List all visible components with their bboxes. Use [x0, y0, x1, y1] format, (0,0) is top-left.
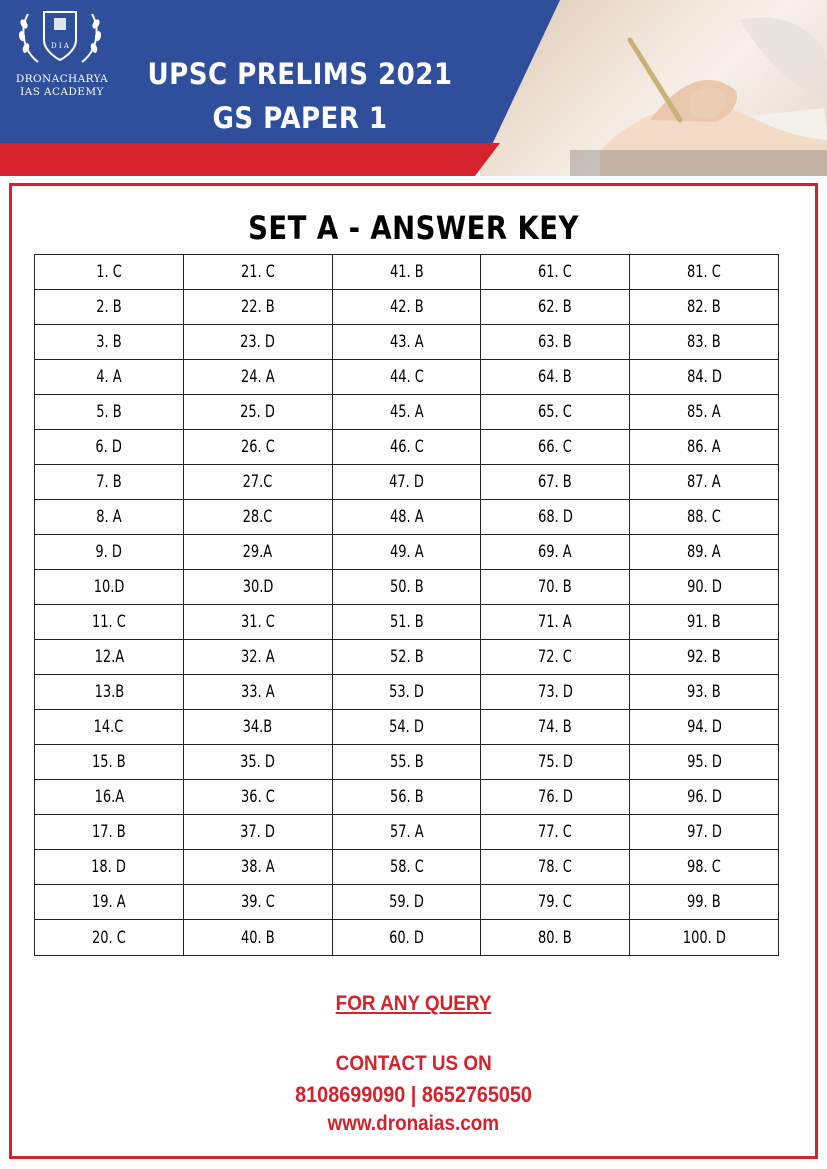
table-row [35, 465, 779, 500]
answer-cell [481, 710, 630, 745]
answer-text: 93. B [687, 682, 721, 702]
answer-text: 2. B [96, 297, 122, 317]
answer-text: 28.C [242, 507, 273, 527]
answer-cell [481, 465, 630, 500]
answer-cell [35, 675, 184, 710]
table-row [35, 885, 779, 920]
answer-cell [35, 780, 184, 815]
answer-cell [183, 325, 332, 360]
answer-cell [183, 360, 332, 395]
answer-text: 86. A [687, 437, 721, 457]
answer-text: 7. B [96, 472, 122, 492]
answer-text: 54. D [389, 717, 424, 737]
answer-text: 25. D [240, 402, 276, 422]
table-row [35, 640, 779, 675]
table-row [35, 570, 779, 605]
answer-cell [481, 780, 630, 815]
answer-cell [332, 500, 481, 535]
answer-cell [630, 780, 779, 815]
answer-cell [35, 395, 184, 430]
answer-text: 82. B [687, 297, 721, 317]
answer-cell [481, 430, 630, 465]
answer-text: 90. D [686, 577, 722, 597]
answer-cell [481, 570, 630, 605]
answer-cell [332, 780, 481, 815]
answer-cell [481, 395, 630, 430]
answer-text: 16.A [94, 787, 124, 807]
answer-text: 84. D [686, 367, 722, 387]
answer-cell [332, 255, 481, 290]
answer-text: 47. D [389, 472, 424, 492]
table-row [35, 605, 779, 640]
answer-cell [35, 745, 184, 780]
answer-cell [481, 850, 630, 885]
query-label [12, 992, 815, 1016]
answer-cell [332, 570, 481, 605]
answer-text: 49. A [389, 542, 424, 562]
answer-text: 21. C [240, 262, 275, 282]
answer-cell [35, 710, 184, 745]
answer-cell [630, 395, 779, 430]
table-row [35, 745, 779, 780]
exam-title: UPSC PRELIMS 2021 [147, 57, 453, 91]
answer-text: 6. D [95, 437, 123, 457]
answer-cell [630, 360, 779, 395]
answer-cell [183, 290, 332, 325]
answer-text: 12.A [94, 647, 124, 667]
answer-cell [183, 500, 332, 535]
answer-cell [35, 815, 184, 850]
answer-cell [332, 395, 481, 430]
answer-cell [481, 360, 630, 395]
answer-text: 95. D [686, 752, 722, 772]
answer-text: 85. A [687, 402, 721, 422]
answer-cell [183, 570, 332, 605]
answer-text: 58. C [389, 857, 424, 877]
answer-text: 99. B [687, 892, 721, 912]
answer-text: 27.C [242, 472, 273, 492]
answer-text: 81. C [687, 262, 721, 282]
answer-text: 50. B [389, 577, 424, 597]
answer-cell [35, 850, 184, 885]
answer-text: 33. A [240, 682, 275, 702]
answer-text: 57. A [389, 822, 424, 842]
answer-text: 40. B [240, 927, 275, 948]
table-row [35, 780, 779, 815]
answer-cell [630, 920, 779, 956]
answer-key-title: SET A - ANSWER KEY [248, 209, 579, 247]
answer-cell [481, 500, 630, 535]
answer-cell [332, 675, 481, 710]
answer-cell [332, 710, 481, 745]
answer-cell [481, 920, 630, 956]
answer-cell [630, 675, 779, 710]
table-row [35, 500, 779, 535]
answer-text: 38. A [240, 857, 275, 877]
answer-text: 4. A [96, 367, 122, 387]
answer-text: 78. C [538, 857, 573, 877]
answer-text: 30.D [242, 577, 274, 597]
answer-text: 24. A [240, 367, 275, 387]
answer-text: 42. B [389, 297, 424, 317]
answer-text: 52. B [389, 647, 424, 667]
answer-cell [332, 325, 481, 360]
answer-text: 59. D [389, 892, 424, 912]
phone-numbers [12, 1082, 815, 1108]
answer-text: 96. D [686, 787, 722, 807]
answer-text: 43. A [389, 332, 424, 352]
answer-text: 67. B [538, 472, 573, 492]
answer-cell [630, 710, 779, 745]
answer-cell [481, 885, 630, 920]
answer-text: 56. B [389, 787, 424, 807]
answer-text: 77. C [538, 822, 573, 842]
answer-text: 17. B [92, 822, 126, 842]
answer-cell [35, 920, 184, 956]
answer-cell [183, 430, 332, 465]
table-row [35, 710, 779, 745]
answer-cell [183, 710, 332, 745]
answer-text: 62. B [538, 297, 573, 317]
answer-text: 29.A [242, 542, 273, 562]
answer-text: 94. D [686, 717, 722, 737]
table-row [35, 395, 779, 430]
answer-cell [630, 885, 779, 920]
answer-text: 100. D [682, 927, 726, 948]
answer-text: 98. C [687, 857, 721, 877]
answer-text: 68. D [537, 507, 573, 527]
header-red-band [0, 143, 500, 176]
answer-cell [630, 815, 779, 850]
answer-text: 20. C [91, 927, 126, 948]
academy-name-line2: IAS ACADEMY [20, 86, 104, 98]
answer-text: 13.B [94, 682, 124, 702]
answer-text: 22. B [240, 297, 275, 317]
answer-cell [481, 255, 630, 290]
answer-cell [481, 325, 630, 360]
answer-cell [630, 500, 779, 535]
answer-text: 69. A [538, 542, 573, 562]
answer-cell [183, 920, 332, 956]
answer-text: 15. B [92, 752, 126, 772]
answer-cell [35, 430, 184, 465]
answer-text: 51. B [389, 612, 424, 632]
academy-logo-emblem [14, 6, 106, 70]
answer-text: 97. D [686, 822, 722, 842]
answer-text: 23. D [240, 332, 276, 352]
answer-cell [332, 920, 481, 956]
answer-text: 44. C [389, 367, 424, 387]
answer-text: 63. B [538, 332, 573, 352]
answer-cell [35, 465, 184, 500]
answer-text: 71. A [538, 612, 573, 632]
answer-text: 60. D [389, 927, 424, 948]
answer-text: 34.B [242, 717, 273, 737]
answer-text: 39. C [240, 892, 275, 912]
answer-text: 64. B [538, 367, 573, 387]
answer-text: 3. B [96, 332, 122, 352]
answer-cell [183, 850, 332, 885]
table-row [35, 360, 779, 395]
answer-text: 19. A [92, 892, 126, 912]
answer-cell [332, 885, 481, 920]
table-row [35, 325, 779, 360]
answer-text: 14.C [94, 717, 124, 737]
answer-text: 73. D [537, 682, 573, 702]
website-link-text[interactable]: www.dronaias.com [327, 1112, 500, 1135]
answer-cell [183, 675, 332, 710]
answer-key-frame [9, 183, 818, 1159]
answer-text: 65. C [538, 402, 573, 422]
table-row [35, 255, 779, 290]
answer-cell [630, 850, 779, 885]
answer-text: 37. D [240, 822, 276, 842]
answer-cell [481, 675, 630, 710]
answer-text: 80. B [538, 927, 573, 948]
contact-label [12, 1052, 815, 1076]
answer-cell [183, 255, 332, 290]
table-row [35, 850, 779, 885]
answer-cell [183, 535, 332, 570]
header-banner [0, 0, 827, 178]
answer-cell [630, 465, 779, 500]
answer-text: 9. D [95, 542, 123, 562]
answer-text: 72. C [538, 647, 573, 667]
answer-text: 1. C [96, 262, 122, 282]
answer-text: 61. C [538, 262, 573, 282]
answer-text: 11. C [91, 612, 126, 632]
answer-cell [183, 605, 332, 640]
answer-cell [35, 255, 184, 290]
answer-cell [332, 815, 481, 850]
answer-cell [481, 535, 630, 570]
table-row [35, 675, 779, 710]
answer-cell [183, 745, 332, 780]
table-row [35, 815, 779, 850]
answer-text: 79. C [538, 892, 573, 912]
answer-cell [332, 290, 481, 325]
paper-title: GS PAPER 1 [212, 101, 388, 135]
answer-cell [630, 255, 779, 290]
answer-cell [35, 325, 184, 360]
query-label-text: FOR ANY QUERY [335, 992, 492, 1015]
answer-cell [630, 325, 779, 360]
answer-cell [481, 290, 630, 325]
answer-text: 26. C [240, 437, 275, 457]
answer-text: 88. C [687, 507, 721, 527]
answer-cell [332, 535, 481, 570]
answer-text: 87. A [687, 472, 721, 492]
answer-cell [630, 430, 779, 465]
answer-text: 48. A [389, 507, 424, 527]
answer-cell [332, 360, 481, 395]
table-row [35, 290, 779, 325]
answer-cell [481, 745, 630, 780]
answer-text: 46. C [389, 437, 424, 457]
contact-label-text: CONTACT US ON [335, 1052, 492, 1075]
answer-text: 75. D [537, 752, 573, 772]
table-row [35, 430, 779, 465]
answer-cell [35, 640, 184, 675]
answer-cell [630, 605, 779, 640]
answer-cell [35, 360, 184, 395]
answer-cell [183, 780, 332, 815]
answer-cell [332, 605, 481, 640]
answer-text: 91. B [687, 612, 721, 632]
answer-text: 8. A [96, 507, 122, 527]
academy-name-line1: DRONACHARYA [15, 73, 109, 85]
answer-cell [35, 535, 184, 570]
answer-cell [481, 640, 630, 675]
answer-text: 5. B [96, 402, 122, 422]
answer-cell [183, 640, 332, 675]
answer-text: 89. A [687, 542, 721, 562]
table-row [35, 920, 779, 956]
answer-cell [630, 535, 779, 570]
answer-text: 55. B [389, 752, 424, 772]
answer-text: 83. B [687, 332, 721, 352]
answer-text: 53. D [389, 682, 424, 702]
answer-text: 36. C [240, 787, 275, 807]
answer-cell [630, 640, 779, 675]
answer-text: 18. D [91, 857, 127, 877]
answer-cell [183, 885, 332, 920]
answer-cell [481, 815, 630, 850]
answer-cell [183, 395, 332, 430]
answer-cell [332, 430, 481, 465]
answer-text: 74. B [538, 717, 573, 737]
answer-cell [183, 465, 332, 500]
answer-cell [35, 570, 184, 605]
answer-text: 32. A [240, 647, 275, 667]
answer-text: 41. B [389, 262, 424, 282]
phone-numbers-text: 8108699090 | 8652765050 [295, 1082, 532, 1107]
answer-text: 76. D [537, 787, 573, 807]
answer-text: 66. C [538, 437, 573, 457]
answer-cell [183, 815, 332, 850]
answer-cell [630, 290, 779, 325]
answer-cell [630, 570, 779, 605]
website-link[interactable] [12, 1112, 815, 1136]
answer-cell [35, 290, 184, 325]
answer-key-table [34, 254, 779, 956]
answer-text: 92. B [687, 647, 721, 667]
answer-cell [332, 745, 481, 780]
answer-text: 70. B [538, 577, 573, 597]
answer-cell [35, 885, 184, 920]
answer-cell [332, 465, 481, 500]
answer-text: 31. C [240, 612, 275, 632]
table-row [35, 535, 779, 570]
answer-cell [35, 605, 184, 640]
answer-text: 45. A [389, 402, 424, 422]
answer-cell [35, 500, 184, 535]
logo-initials: D I A [51, 42, 69, 50]
answer-text: 35. D [240, 752, 276, 772]
answer-cell [630, 745, 779, 780]
answer-cell [481, 605, 630, 640]
answer-cell [332, 850, 481, 885]
answer-cell [332, 640, 481, 675]
answer-text: 10.D [93, 577, 125, 597]
